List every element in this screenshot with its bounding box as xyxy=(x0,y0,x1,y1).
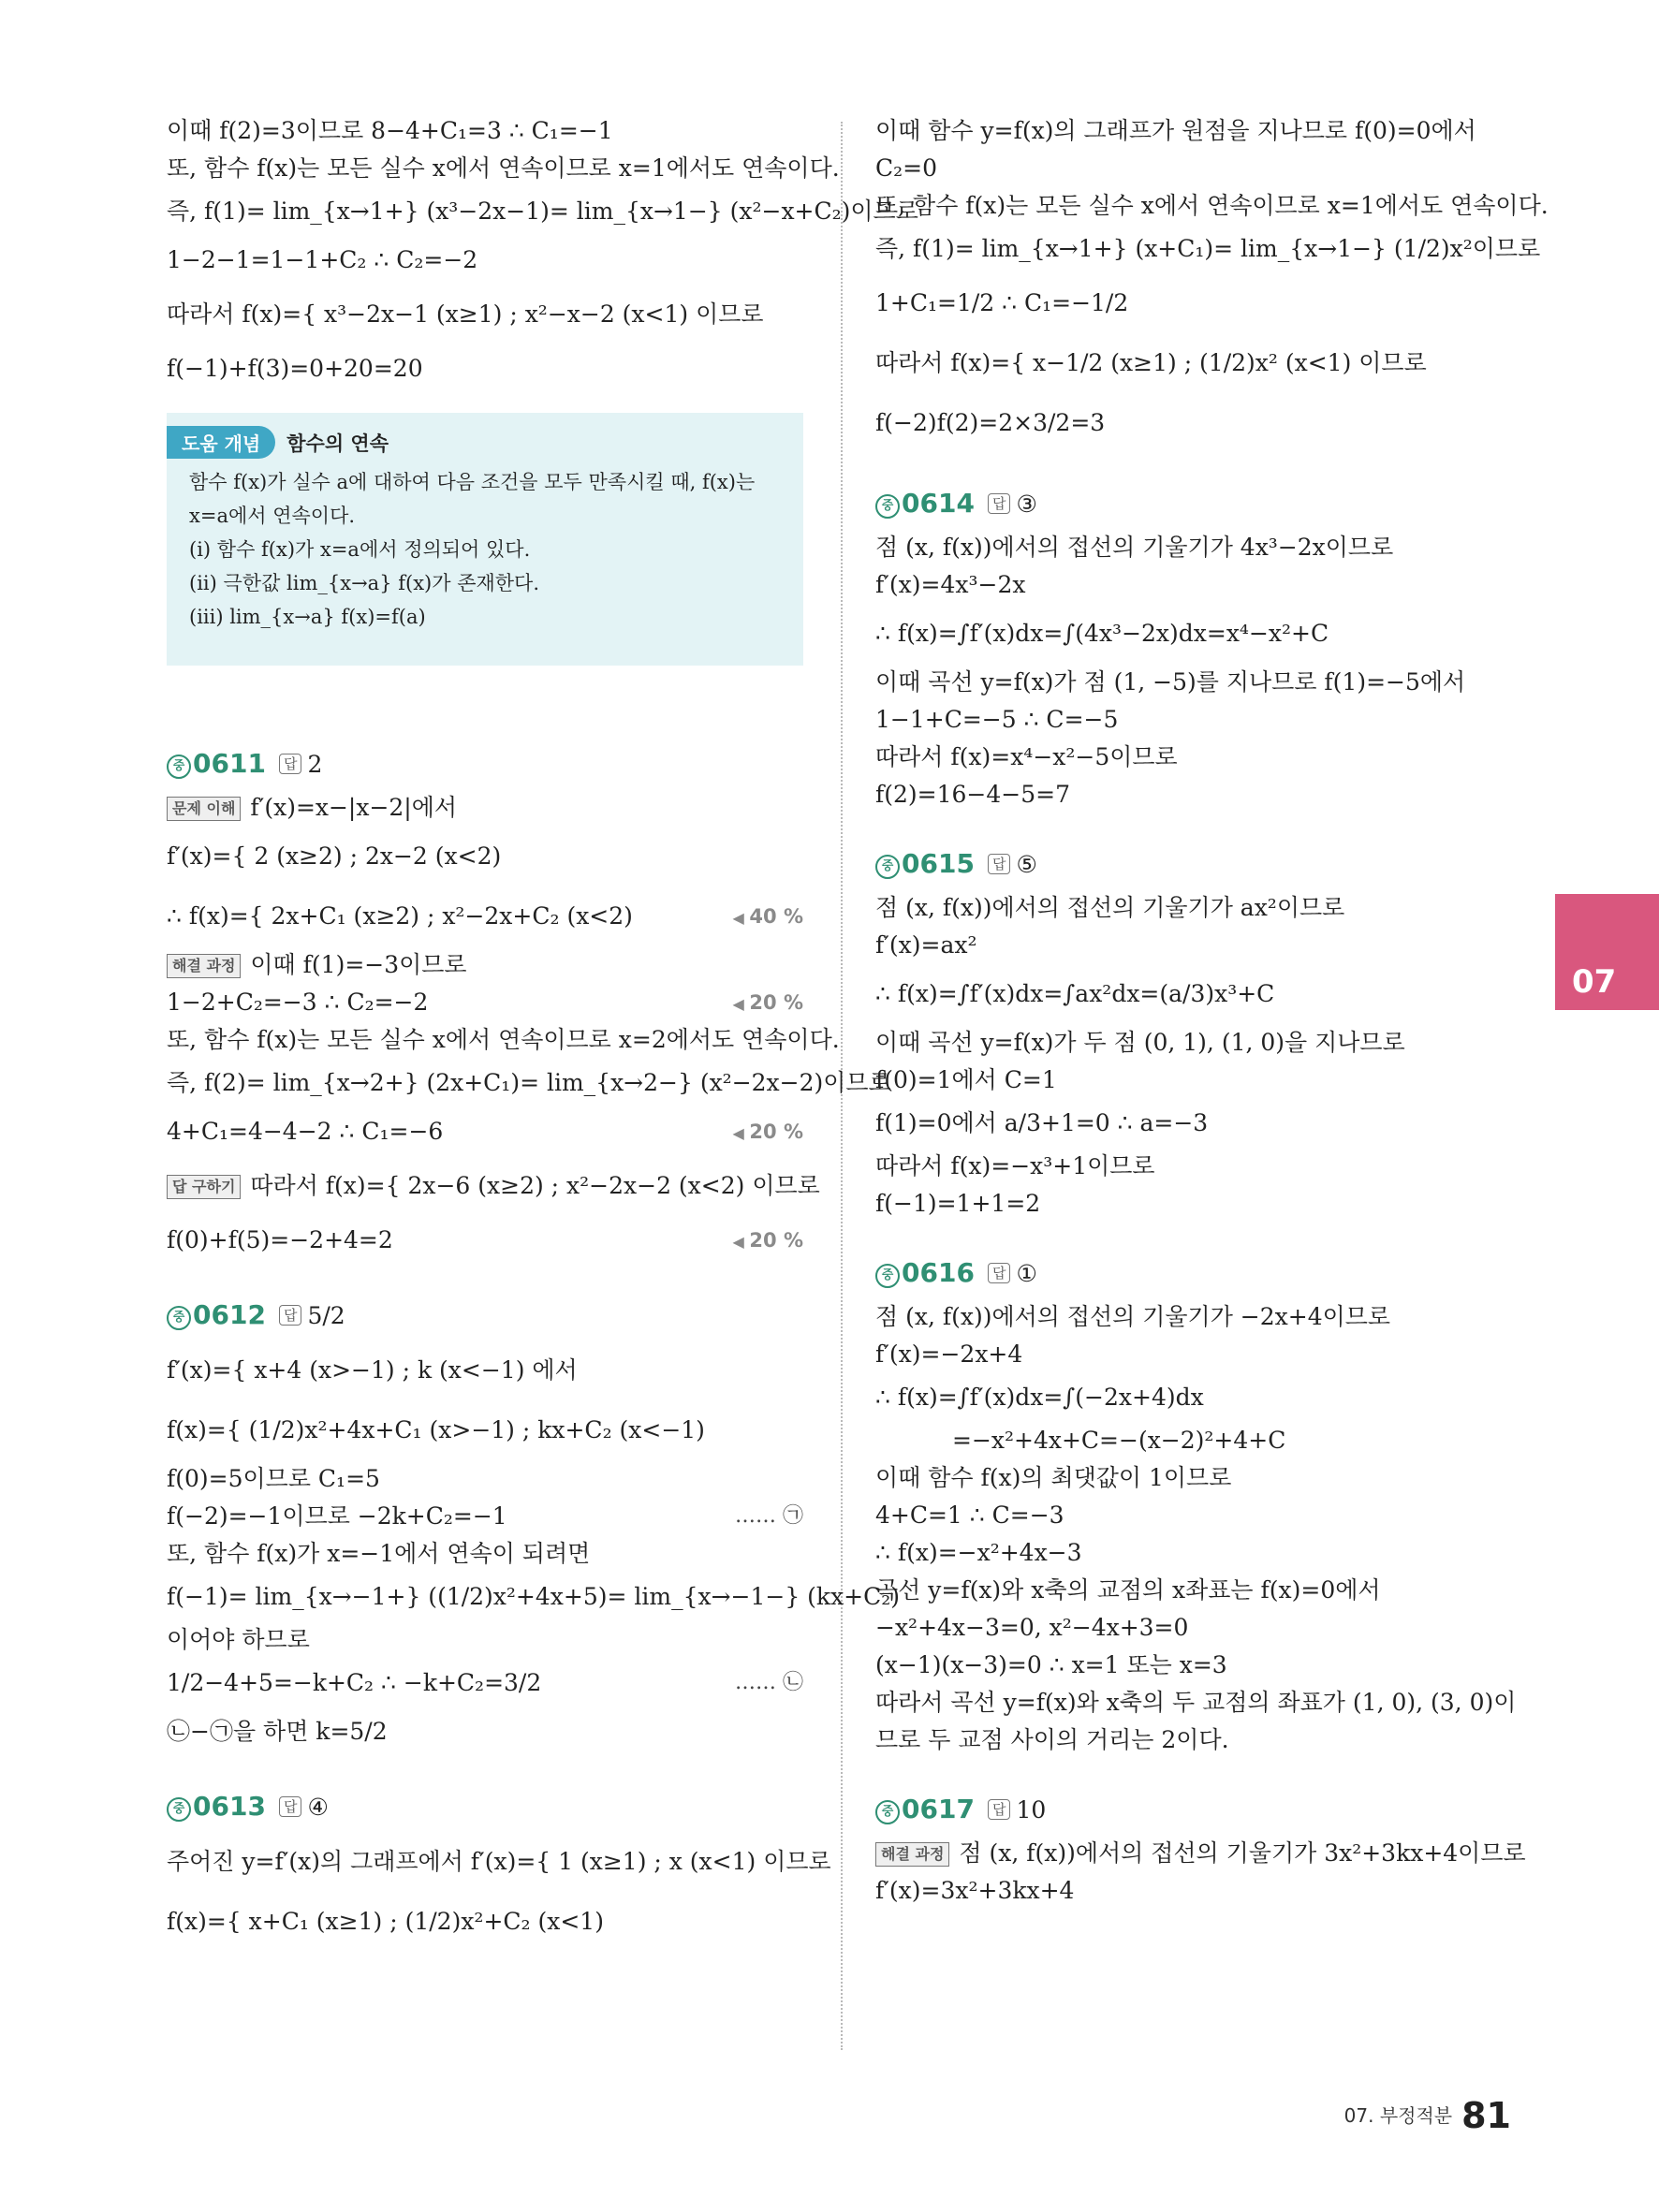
concept-badge: 도움 개념 xyxy=(167,426,275,459)
question-header xyxy=(167,1782,803,1832)
text-line: 이때 함수 f(x)의 최댓값이 1이므로 xyxy=(875,1464,1232,1491)
text-line: 따라서 곡선 y=f(x)와 x축의 두 교점의 좌표가 (1, 0), (3, 0)이 xyxy=(875,1689,1517,1716)
text-line: 므로 두 교점 사이의 거리는 2이다. xyxy=(875,1726,1229,1753)
text-line: f(0)=1에서 C=1 xyxy=(875,1066,1057,1093)
text-line: 따라서 f(x)={ x³−2x−1 (x≥1) ; x²−x−2 (x<1) 이므로 xyxy=(167,300,764,328)
text-line: f′(x)={ 2 (x≥2) ; 2x−2 (x<2) xyxy=(167,842,502,870)
answer-value: ③ xyxy=(1016,491,1037,518)
text-line: 1−2−1=1−1+C₂ ∴ C₂=−2 xyxy=(167,246,478,273)
concept-line: (i) 함수 f(x)가 x=a에서 정의되어 있다. xyxy=(189,538,531,561)
text-line: 점 (x, f(x))에서의 접선의 기울기가 −2x+4이므로 xyxy=(875,1303,1391,1330)
step-label: 해결 과정 xyxy=(875,1842,949,1867)
text-line: 1/2−4+5=−k+C₂ ∴ −k+C₂=3/2 xyxy=(167,1669,542,1696)
text-line: 점 (x, f(x))에서의 접선의 기울기가 ax²이므로 xyxy=(875,894,1345,921)
level-icon: 중 xyxy=(875,1800,900,1824)
text-line: 4+C=1 ∴ C=−3 xyxy=(875,1502,1064,1529)
text-line: f(−2)f(2)=2×3/2=3 xyxy=(875,409,1106,436)
question-header xyxy=(167,1291,803,1340)
concept-line: x=a에서 연속이다. xyxy=(189,505,356,527)
text-line: 또, 함수 f(x)는 모든 실수 x에서 연속이므로 x=1에서도 연속이다. xyxy=(875,192,1549,219)
text-line: f(−1)= lim_{x→−1+} ((1/2)x²+4x+5)= lim_{x→−1−} (kx+C₂) xyxy=(167,1583,901,1610)
question-number: 0611 xyxy=(193,748,266,779)
text-line: f(−1)=1+1=2 xyxy=(875,1190,1041,1217)
score-percent: ◀ 40 % xyxy=(733,886,803,948)
text-line: 따라서 f(x)=−x³+1이므로 xyxy=(875,1152,1155,1179)
text-line: 따라서 f(x)=x⁴−x²−5이므로 xyxy=(875,743,1178,770)
question-header xyxy=(875,1785,1512,1835)
text-line: 따라서 f(x)={ x−1/2 (x≥1) ; (1/2)x² (x<1) 이므로 xyxy=(875,349,1427,376)
answer-tag: 답 xyxy=(988,1263,1011,1283)
text-line: 점 (x, f(x))에서의 접선의 기울기가 3x²+3kx+4이므로 xyxy=(959,1839,1526,1867)
level-icon: 중 xyxy=(167,754,191,779)
question-header xyxy=(875,1249,1512,1298)
answer-tag: 답 xyxy=(988,1799,1011,1820)
chapter-title: 07. 부정적분 xyxy=(1343,2104,1453,2127)
text-line: ∴ f(x)=∫f′(x)dx=∫ax²dx=(a/3)x³+C xyxy=(875,980,1275,1007)
text-line: 이어야 하므로 xyxy=(167,1626,310,1653)
text-line: f′(x)=−2x+4 xyxy=(875,1340,1023,1368)
text-line: 이때 곡선 y=f(x)가 점 (1, −5)를 지나므로 f(1)=−5에서 xyxy=(875,668,1466,696)
text-line: ∴ f(x)=∫f′(x)dx=∫(−2x+4)dx xyxy=(875,1384,1204,1411)
level-icon: 중 xyxy=(875,1264,900,1288)
text-line: 1+C₁=1/2 ∴ C₁=−1/2 xyxy=(875,289,1129,316)
text-line: 이때 f(2)=3이므로 8−4+C₁=3 ∴ C₁=−1 xyxy=(167,117,613,144)
question-number: 0617 xyxy=(902,1794,975,1824)
level-icon: 중 xyxy=(167,1797,191,1822)
concept-line: (iii) lim_{x→a} f(x)=f(a) xyxy=(189,606,426,628)
text-line: (x−1)(x−3)=0 ∴ x=1 또는 x=3 xyxy=(875,1651,1227,1678)
concept-line: (ii) 극한값 lim_{x→a} f(x)가 존재한다. xyxy=(189,572,540,594)
text-line: 4+C₁=4−4−2 ∴ C₁=−6 xyxy=(167,1118,444,1145)
answer-tag: 답 xyxy=(988,493,1011,514)
text-line: 즉, f(1)= lim_{x→1+} (x+C₁)= lim_{x→1−} (1/2)x²이므로 xyxy=(875,235,1541,262)
answer-value: ⑤ xyxy=(1016,851,1037,878)
answer-value: 10 xyxy=(1016,1796,1047,1824)
question-number: 0612 xyxy=(193,1299,266,1330)
text-line: 이때 f(1)=−3이므로 xyxy=(250,951,467,978)
question-number: 0615 xyxy=(902,848,975,879)
concept-box xyxy=(167,413,803,666)
right-column xyxy=(875,112,1549,1910)
text-line: f(0)=5이므로 C₁=5 xyxy=(167,1465,380,1492)
score-percent: ◀ 20 % xyxy=(733,1216,803,1267)
text-line: 또, 함수 f(x)가 x=−1에서 연속이 되려면 xyxy=(167,1540,591,1567)
text-line: f(−1)+f(3)=0+20=20 xyxy=(167,355,423,382)
text-line: 이때 곡선 y=f(x)가 두 점 (0, 1), (1, 0)을 지나므로 xyxy=(875,1029,1405,1056)
text-line: 1−1+C=−5 ∴ C=−5 xyxy=(875,706,1119,733)
text-line: f′(x)=4x³−2x xyxy=(875,571,1026,598)
equation-mark: …… ㉡ xyxy=(735,1671,803,1694)
level-icon: 중 xyxy=(167,1306,191,1330)
question-header xyxy=(167,740,803,789)
question-header xyxy=(875,479,1512,529)
text-line: 즉, f(1)= lim_{x→1+} (x³−2x−1)= lim_{x→1−} (x²−x+C₂)이므로 xyxy=(167,198,918,225)
text-line: 이때 함수 y=f(x)의 그래프가 원점을 지나므로 f(0)=0에서 xyxy=(875,117,1476,144)
text-line: ∴ f(x)=∫f′(x)dx=∫(4x³−2x)dx=x⁴−x²+C xyxy=(875,620,1329,647)
text-line: −x²+4x−3=0, x²−4x+3=0 xyxy=(875,1614,1189,1641)
answer-value: 2 xyxy=(307,751,323,778)
level-icon: 중 xyxy=(875,855,900,879)
text-line: =−x²+4x+C=−(x−2)²+4+C xyxy=(952,1427,1286,1454)
text-line: C₂=0 xyxy=(875,154,938,182)
text-line: 또, 함수 f(x)는 모든 실수 x에서 연속이므로 x=1에서도 연속이다. xyxy=(167,154,840,182)
answer-value: 5/2 xyxy=(307,1302,345,1329)
text-line: 즉, f(2)= lim_{x→2+} (2x+C₁)= lim_{x→2−} (x²−2x−2)이므로 xyxy=(167,1069,891,1096)
page-number: 81 xyxy=(1461,2095,1511,2136)
text-line: ㉡−㉠을 하면 k=5/2 xyxy=(167,1718,388,1745)
equation-mark: …… ㉠ xyxy=(735,1504,803,1528)
score-percent: ◀ 20 % xyxy=(733,984,803,1023)
text-line: ∴ f(x)=−x²+4x−3 xyxy=(875,1539,1082,1566)
step-label: 문제 이해 xyxy=(167,797,241,821)
page-footer xyxy=(1344,2095,1511,2136)
text-line: 또, 함수 f(x)는 모든 실수 x에서 연속이므로 x=2에서도 연속이다. xyxy=(167,1026,840,1053)
answer-tag: 답 xyxy=(279,754,302,774)
text-line: f(0)+f(5)=−2+4=2 xyxy=(167,1226,393,1253)
text-line: 주어진 y=f′(x)의 그래프에서 f′(x)={ 1 (x≥1) ; x (x<1) 이므로 xyxy=(167,1848,831,1875)
text-line: f′(x)=ax² xyxy=(875,931,977,959)
answer-tag: 답 xyxy=(988,854,1011,874)
text-line: f(−2)=−1이므로 −2k+C₂=−1 xyxy=(167,1502,507,1530)
question-number: 0613 xyxy=(193,1791,266,1822)
concept-title: 함수의 연속 xyxy=(286,432,389,455)
chapter-tab-label: 07 xyxy=(1572,963,1617,1001)
answer-tag: 답 xyxy=(279,1305,302,1326)
answer-value: ④ xyxy=(307,1794,329,1821)
answer-tag: 답 xyxy=(279,1796,302,1817)
question-number: 0614 xyxy=(902,488,975,519)
score-percent: ◀ 20 % xyxy=(733,1107,803,1158)
text-line: f(x)={ x+C₁ (x≥1) ; (1/2)x²+C₂ (x<1) xyxy=(167,1908,604,1935)
text-line: f′(x)=x−|x−2|에서 xyxy=(250,794,458,821)
text-line: f′(x)=3x²+3kx+4 xyxy=(875,1877,1075,1904)
text-line: 점 (x, f(x))에서의 접선의 기울기가 4x³−2x이므로 xyxy=(875,534,1394,561)
level-icon: 중 xyxy=(875,494,900,519)
text-line: f(x)={ (1/2)x²+4x+C₁ (x>−1) ; kx+C₂ (x<−1) xyxy=(167,1416,705,1443)
text-line: ∴ f(x)={ 2x+C₁ (x≥2) ; x²−2x+C₂ (x<2) xyxy=(167,902,633,930)
text-line: 곡선 y=f(x)와 x축의 교점의 x좌표는 f(x)=0에서 xyxy=(875,1576,1381,1604)
question-number: 0616 xyxy=(902,1257,975,1288)
text-line: f′(x)={ x+4 (x>−1) ; k (x<−1) 에서 xyxy=(167,1356,578,1384)
text-line: f(2)=16−4−5=7 xyxy=(875,781,1070,808)
chapter-side-tab xyxy=(1555,894,1659,1010)
text-line: f(1)=0에서 a/3+1=0 ∴ a=−3 xyxy=(875,1109,1209,1136)
step-label: 해결 과정 xyxy=(167,954,241,978)
question-header xyxy=(875,840,1512,889)
answer-value: ① xyxy=(1016,1260,1037,1287)
step-label: 답 구하기 xyxy=(167,1175,241,1199)
concept-line: 함수 f(x)가 실수 a에 대하여 다음 조건을 모두 만족시킬 때, f(x)는 xyxy=(189,471,756,493)
text-line: 따라서 f(x)={ 2x−6 (x≥2) ; x²−2x−2 (x<2) 이므로 xyxy=(250,1172,820,1199)
text-line: 1−2+C₂=−3 ∴ C₂=−2 xyxy=(167,989,429,1016)
